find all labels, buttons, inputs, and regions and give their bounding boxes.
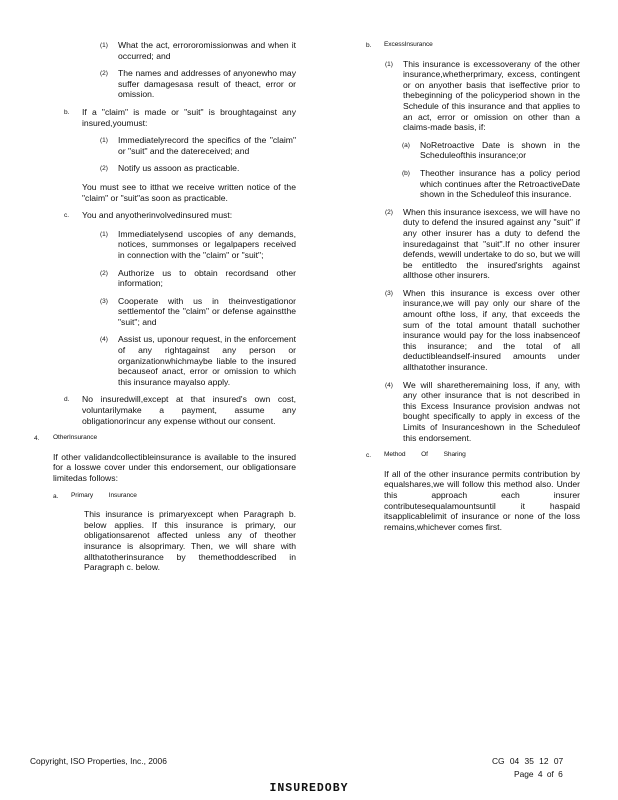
- item-text: If a "claim" is made or "suit" is broughtagainst any insured,youmust:: [82, 106, 296, 128]
- item-number: (4): [100, 336, 108, 344]
- list-item-c4: [100, 334, 296, 387]
- item-number: d.: [64, 396, 70, 404]
- item-number: b.: [366, 42, 372, 49]
- form-number: CG 04 35 12 07: [492, 756, 564, 766]
- item-text: You and anyotherinvolvedinsured must:: [82, 210, 233, 221]
- list-item-b3: [385, 288, 580, 373]
- list-item-b4: [385, 380, 580, 444]
- item-number: (3): [100, 297, 108, 305]
- list-item-c1: [100, 229, 296, 261]
- subsection-c-text: If all of the other insurance permits contribution by equalshares,we will follow this method also. Under this approach each insurer contributesequalamountsuntil it haspaid itsapplicablelimit of insurance or none of the loss remains,whichever comes first.: [384, 468, 580, 532]
- item-text: What the act, errororomissionwas and when it occurred; and: [118, 40, 296, 61]
- item-text: Assist us, uponour request, in the enforcement of any rightagainst any person or organizationwhichmaybe liable to the insured becauseof anact, error or omission to which this insurance mayalso apply.: [118, 334, 296, 387]
- list-item-d: [64, 394, 296, 426]
- item-number: (4): [385, 381, 393, 389]
- item-number: (2): [385, 208, 393, 216]
- right-column: [350, 40, 580, 539]
- item-text: Immediatelyrecord the specifics of the "claim" or "suit" and the datereceived; and: [118, 135, 296, 156]
- watermark: INSUREDOBY: [269, 782, 349, 795]
- list-item-c3: [100, 296, 296, 328]
- item-text: Notify us assoon as practicable.: [118, 163, 240, 174]
- item-number: a.: [53, 492, 59, 500]
- paragraph-b-tail: You must see to itthat we receive written notice of the "claim" or "suit"as soon as practicable.: [82, 181, 296, 203]
- list-item-b: [64, 107, 296, 128]
- item-number: (1): [385, 60, 393, 68]
- item-text: Authorize us to obtain recordsand other information;: [118, 267, 296, 289]
- list-item-b1a: [402, 140, 580, 161]
- item-number: (1): [100, 230, 108, 238]
- item-text: The names and addresses of anyonewho may suffer damagesasa result of theact, error or omission.: [118, 68, 296, 100]
- item-number: (2): [100, 165, 108, 173]
- item-text: Theother insurance has a policy period which continues after the RetroactiveDate shown in the Scheduleof this insurance.: [420, 167, 580, 200]
- list-item-c2: [100, 268, 296, 289]
- item-number: c.: [64, 212, 70, 220]
- list-item-b1: [100, 135, 296, 156]
- item-number: (b): [402, 169, 410, 177]
- list-item-c: [64, 210, 296, 222]
- item-text: When this insurance is excess over other insurance,we will pay only our share of the amount ofthe loss, if any, that exceeds the sum of the total amount thatall suchother insurance would pay for the loss inabsenceof this insurance; and the total of all deductibleandself-insured amounts under allthatother insurance.: [403, 287, 580, 373]
- item-number: (a): [402, 141, 410, 149]
- list-item-a1: [100, 40, 296, 61]
- item-text: Cooperate with us in theinvestigationor settlementof the "claim" or defense againstthe "suit"; and: [118, 295, 296, 327]
- list-item-b2: [100, 163, 296, 175]
- item-text: No insuredwill,except at that insured's own cost, voluntarilymake a payment, assume any obligationorincur any expense without our consent.: [82, 394, 296, 426]
- item-number: c.: [366, 452, 372, 460]
- item-number: (3): [385, 289, 393, 297]
- subsection-heading: Method Of Sharing: [384, 451, 466, 459]
- subsection-heading: ExcessInsurance: [384, 41, 433, 48]
- list-item-b2: [385, 207, 580, 281]
- subsection-heading: Primary Insurance: [71, 491, 137, 499]
- item-text: When this insurance isexcess, we will have no duty to defend the insured against any "suit" if any other insurer has a duty to defend the insuredagainst that "suit".If no other insurer defends, wewill undertake to do so, but we will be entitledto the insured'srights against allthose other insurers.: [403, 206, 580, 281]
- left-column: [34, 40, 296, 580]
- subsection-a-text: This insurance is primaryexcept when Paragraph b. below applies. If this insurance is primary, our obligationsarenot affected unless any of theother insurance is alsoprimary. Then, we will share with allthatotherinsurance by themethoddescribed in Paragraph c. below.: [84, 509, 296, 573]
- section-4-text: If other validandcollectibleinsurance is available to the insured for a losswe cover under this endorsement, our obligationsare limitedas follows:: [53, 451, 296, 483]
- item-text: This insurance is excessoverany of the other insurance,whetherprimary, excess, contingent or on anyother basis that iseffective prior to thebeginning of the policyperiod shown in the Schedule of this insurance and that applies to an act, error or omission on other than a claims-made basis, if:: [403, 58, 580, 133]
- copyright-notice: Copyright, ISO Properties, Inc., 2006: [30, 756, 167, 766]
- section-heading: OtherInsurance: [53, 434, 98, 442]
- list-item-a2: [100, 68, 296, 100]
- subsection-c-heading: [366, 450, 580, 462]
- list-item-b1: [385, 59, 580, 133]
- item-text: Immediatelysend uscopies of any demands, notices, summonses or legalpapers received in connection with the "claim" or "suit";: [118, 228, 296, 260]
- item-number: (2): [100, 269, 108, 277]
- item-number: (2): [100, 70, 108, 78]
- section-number: 4.: [34, 435, 40, 443]
- item-number: (1): [100, 137, 108, 145]
- subsection-a-heading: [53, 491, 296, 503]
- item-number: (1): [100, 42, 108, 49]
- item-number: b.: [64, 108, 70, 116]
- page-number: Page 4 of 6: [514, 769, 563, 779]
- item-text: NoRetroactive Date is shown in the Scheduleofthis insurance;or: [420, 139, 580, 161]
- subsection-b-heading: [366, 40, 580, 52]
- item-text: We will sharetheremaining loss, if any, with any other insurance that is not described in this Excess Insurance provision andwas not bought specifically to apply in excess of the Limits of Insuranceshown in the Scheduleof this endorsement.: [403, 379, 580, 443]
- list-item-b1b: [402, 168, 580, 200]
- section-4-heading: [34, 433, 296, 445]
